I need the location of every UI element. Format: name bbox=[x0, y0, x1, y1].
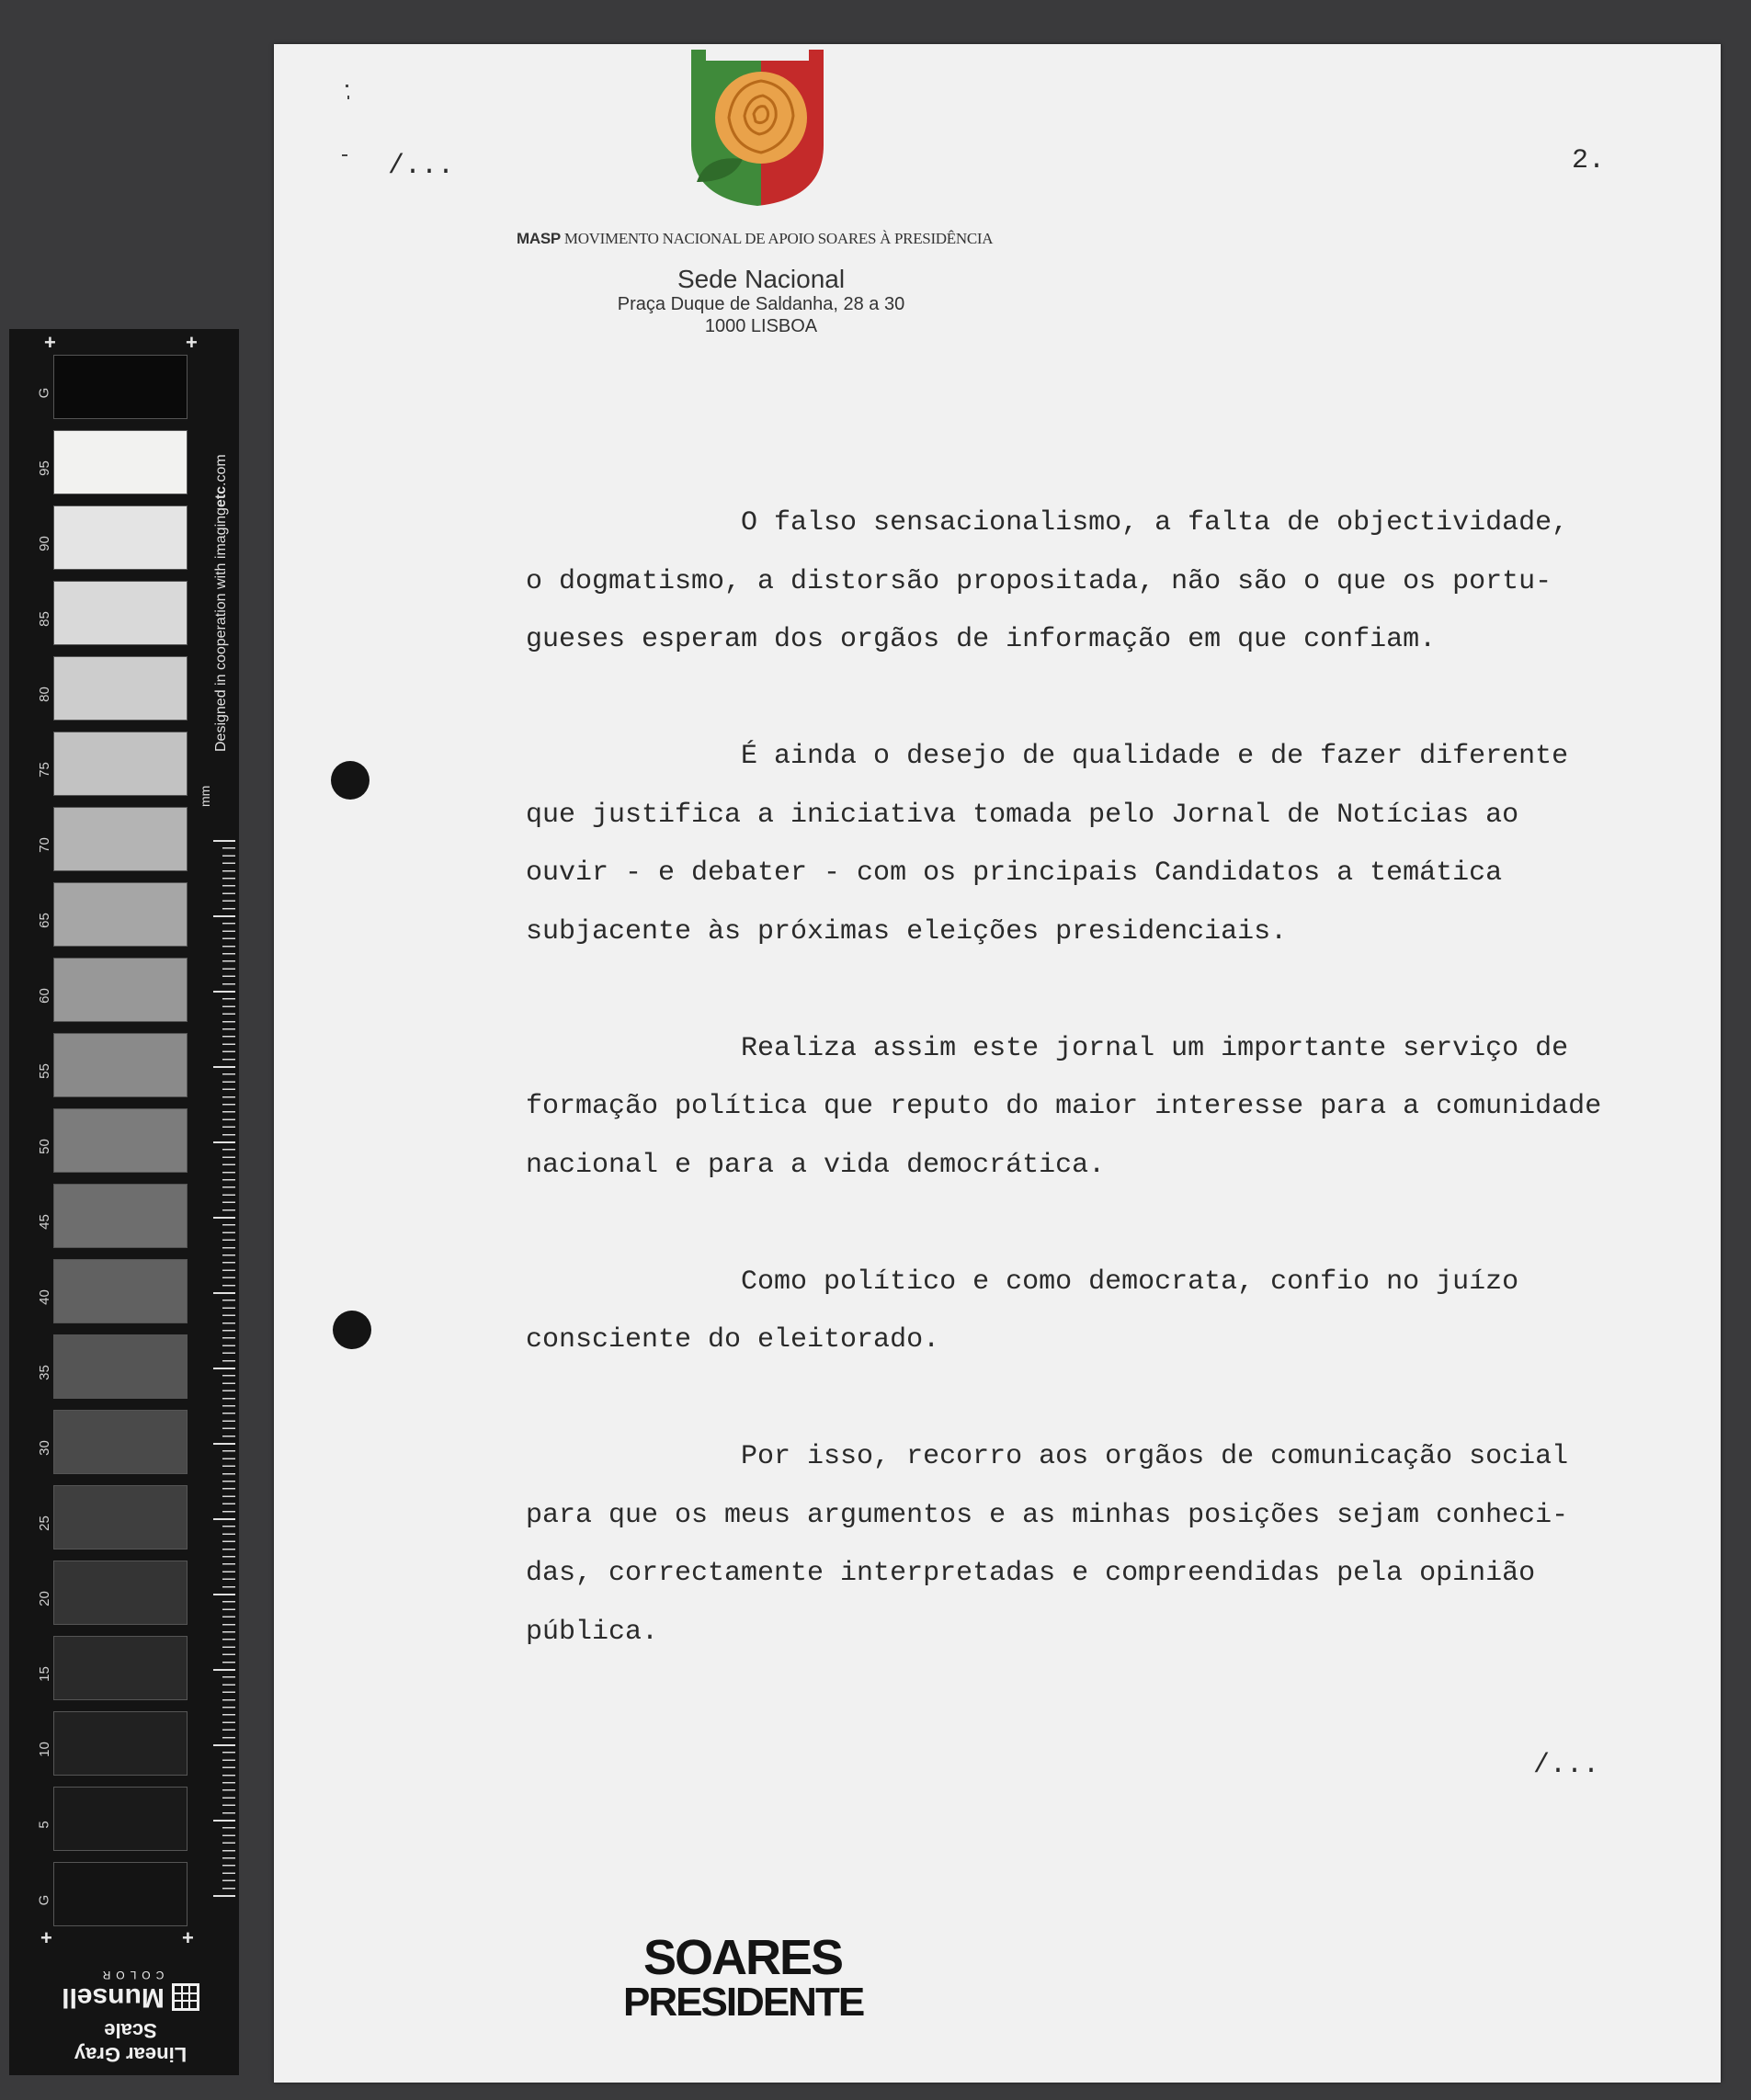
scale-label bbox=[35, 1033, 53, 1108]
paragraph-gap bbox=[526, 961, 1702, 1020]
scale-label-text: 75 bbox=[36, 761, 52, 778]
gray-patch bbox=[53, 958, 188, 1022]
continuation-mark-bottom: /... bbox=[1533, 1750, 1600, 1781]
registration-mark: + bbox=[186, 331, 198, 354]
scale-label-text: 60 bbox=[36, 987, 52, 1004]
scale-label-text: 20 bbox=[36, 1590, 52, 1606]
gray-patch bbox=[53, 430, 188, 494]
scale-label bbox=[35, 732, 53, 807]
gray-patch bbox=[53, 732, 188, 796]
scale-label-text: 40 bbox=[36, 1288, 52, 1305]
gray-scale-card bbox=[9, 329, 239, 2075]
gray-patch bbox=[53, 1636, 188, 1700]
registration-mark: + bbox=[44, 331, 56, 354]
scale-label-text: 65 bbox=[36, 912, 52, 928]
gray-patch bbox=[53, 1184, 188, 1248]
ruler-unit-label: mm bbox=[198, 785, 212, 807]
gray-patches bbox=[53, 355, 189, 1937]
gray-patch bbox=[53, 1410, 188, 1474]
scale-label bbox=[35, 1410, 53, 1485]
masp-abbr: MASP bbox=[517, 230, 561, 247]
gray-patch bbox=[53, 807, 188, 871]
scale-label bbox=[35, 581, 53, 656]
scale-label bbox=[35, 1108, 53, 1184]
credit-bold: etc bbox=[213, 485, 229, 508]
scale-label-text: 50 bbox=[36, 1138, 52, 1154]
paragraph-gap bbox=[526, 670, 1702, 729]
soares-presidente-logo bbox=[623, 1930, 864, 2025]
rose-emblem-icon bbox=[688, 44, 827, 211]
gray-patch bbox=[53, 1862, 188, 1926]
munsell-brand bbox=[57, 1965, 204, 2066]
ruler-major-ticks bbox=[204, 840, 235, 1897]
scale-label bbox=[35, 807, 53, 882]
scale-label bbox=[35, 1636, 53, 1711]
gray-patch bbox=[53, 1033, 188, 1097]
gray-patch bbox=[53, 1334, 188, 1399]
body-line: o dogmatismo, a distorsão propositada, não são o que os portu- bbox=[526, 565, 1552, 597]
scale-label-text: 85 bbox=[36, 610, 52, 627]
letter-body bbox=[526, 494, 1702, 1662]
gray-patch bbox=[53, 1787, 188, 1851]
punch-hole bbox=[331, 761, 370, 800]
scale-label bbox=[35, 430, 53, 505]
paper-speck bbox=[346, 85, 348, 87]
paper-speck bbox=[347, 96, 349, 99]
footer-logo-line1: SOARES bbox=[642, 1930, 843, 1985]
scale-label bbox=[35, 1561, 53, 1636]
registration-mark: + bbox=[40, 1926, 52, 1949]
gray-patch bbox=[53, 581, 188, 645]
registration-mark: + bbox=[182, 1926, 194, 1949]
scale-label-text: 70 bbox=[36, 836, 52, 853]
scale-label bbox=[35, 656, 53, 732]
scale-label-text: 30 bbox=[36, 1439, 52, 1456]
masp-full: MOVIMENTO NACIONAL DE APOIO SOARES À PRESIDÊNCIA bbox=[563, 230, 994, 247]
body-line: Por isso, recorro aos orgãos de comunicação social bbox=[526, 1441, 1569, 1472]
scale-label-text: 10 bbox=[36, 1741, 52, 1757]
scale-label bbox=[35, 1334, 53, 1410]
letter-page bbox=[274, 44, 1721, 2083]
continuation-mark-top: /... bbox=[388, 151, 455, 182]
body-line: ouvir - e debater - com os principais Candidatos a temática bbox=[526, 857, 1503, 889]
scale-label-text: 45 bbox=[36, 1213, 52, 1230]
gray-patch bbox=[53, 505, 188, 570]
body-line: pública. bbox=[526, 1616, 659, 1648]
footer-logo-line2: PRESIDENTE bbox=[623, 1980, 864, 2025]
scale-label-text: 25 bbox=[36, 1515, 52, 1531]
gray-patch bbox=[53, 355, 188, 419]
body-line: consciente do eleitorado. bbox=[526, 1324, 940, 1356]
body-line: Como político e como democrata, confio no juízo bbox=[526, 1266, 1519, 1298]
scale-labels bbox=[35, 355, 53, 1937]
gray-patch bbox=[53, 882, 188, 947]
scale-label-text: 90 bbox=[36, 535, 52, 551]
gray-patch bbox=[53, 1108, 188, 1173]
masp-tagline bbox=[517, 230, 1013, 248]
scale-label-text: 80 bbox=[36, 686, 52, 702]
paragraph-gap bbox=[526, 1195, 1702, 1254]
scale-label-text: G bbox=[36, 387, 52, 398]
gray-patch bbox=[53, 1561, 188, 1625]
gray-patch bbox=[53, 1711, 188, 1776]
scale-label-text: G bbox=[36, 1894, 52, 1905]
body-line: nacional e para a vida democrática. bbox=[526, 1149, 1106, 1181]
scale-label bbox=[35, 505, 53, 581]
scale-label bbox=[35, 1259, 53, 1334]
munsell-logo-icon bbox=[172, 1983, 199, 2011]
scale-label-text: 15 bbox=[36, 1665, 52, 1682]
paragraph-gap bbox=[526, 1370, 1702, 1429]
credit-prefix: Designed in cooperation with imaging bbox=[213, 507, 229, 752]
sede-title: Sede Nacional bbox=[677, 265, 846, 293]
scale-label bbox=[35, 882, 53, 958]
scale-caption: Linear Gray Scale bbox=[74, 2019, 188, 2066]
scale-label-text: 95 bbox=[36, 460, 52, 476]
gray-patch bbox=[53, 1259, 188, 1323]
page-number: 2. bbox=[1572, 145, 1606, 176]
body-line: que justifica a iniciativa tomada pelo Jornal de Notícias ao bbox=[526, 799, 1519, 831]
scale-label bbox=[35, 1184, 53, 1259]
address-line1: Praça Duque de Saldanha, 28 a 30 bbox=[617, 294, 905, 314]
paper-speck bbox=[342, 154, 347, 156]
punch-hole bbox=[333, 1311, 371, 1349]
gray-patch bbox=[53, 1485, 188, 1549]
scale-label bbox=[35, 958, 53, 1033]
scale-label-text: 35 bbox=[36, 1364, 52, 1380]
credit-suffix: .com bbox=[213, 454, 229, 486]
body-line: subjacente às próximas eleições presidenciais. bbox=[526, 915, 1288, 948]
scale-label bbox=[35, 355, 53, 430]
gray-patch bbox=[53, 656, 188, 721]
scale-credit bbox=[213, 454, 230, 752]
scale-label-text: 5 bbox=[36, 1820, 52, 1829]
body-line: gueses esperam dos orgãos de informação em que confiam. bbox=[526, 624, 1437, 655]
body-line: formação política que reputo do maior interesse para a comunidade bbox=[526, 1091, 1602, 1122]
address-line2: 1000 LISBOA bbox=[704, 316, 818, 336]
brand-sub: COLOR bbox=[97, 1969, 165, 1981]
body-line: O falso sensacionalismo, a falta de objectividade, bbox=[526, 507, 1569, 539]
brand-name: Munsell bbox=[62, 1982, 165, 2013]
scale-label bbox=[35, 1711, 53, 1787]
scale-label bbox=[35, 1485, 53, 1561]
body-line: Realiza assim este jornal um importante serviço de bbox=[526, 1032, 1569, 1064]
body-line: das, correctamente interpretadas e compreendidas pela opinião bbox=[526, 1558, 1536, 1589]
body-line: para que os meus argumentos e as minhas posições sejam conheci- bbox=[526, 1499, 1569, 1531]
scale-label bbox=[35, 1787, 53, 1862]
scale-label-text: 55 bbox=[36, 1062, 52, 1079]
body-line: É ainda o desejo de qualidade e de fazer diferente bbox=[526, 741, 1569, 772]
